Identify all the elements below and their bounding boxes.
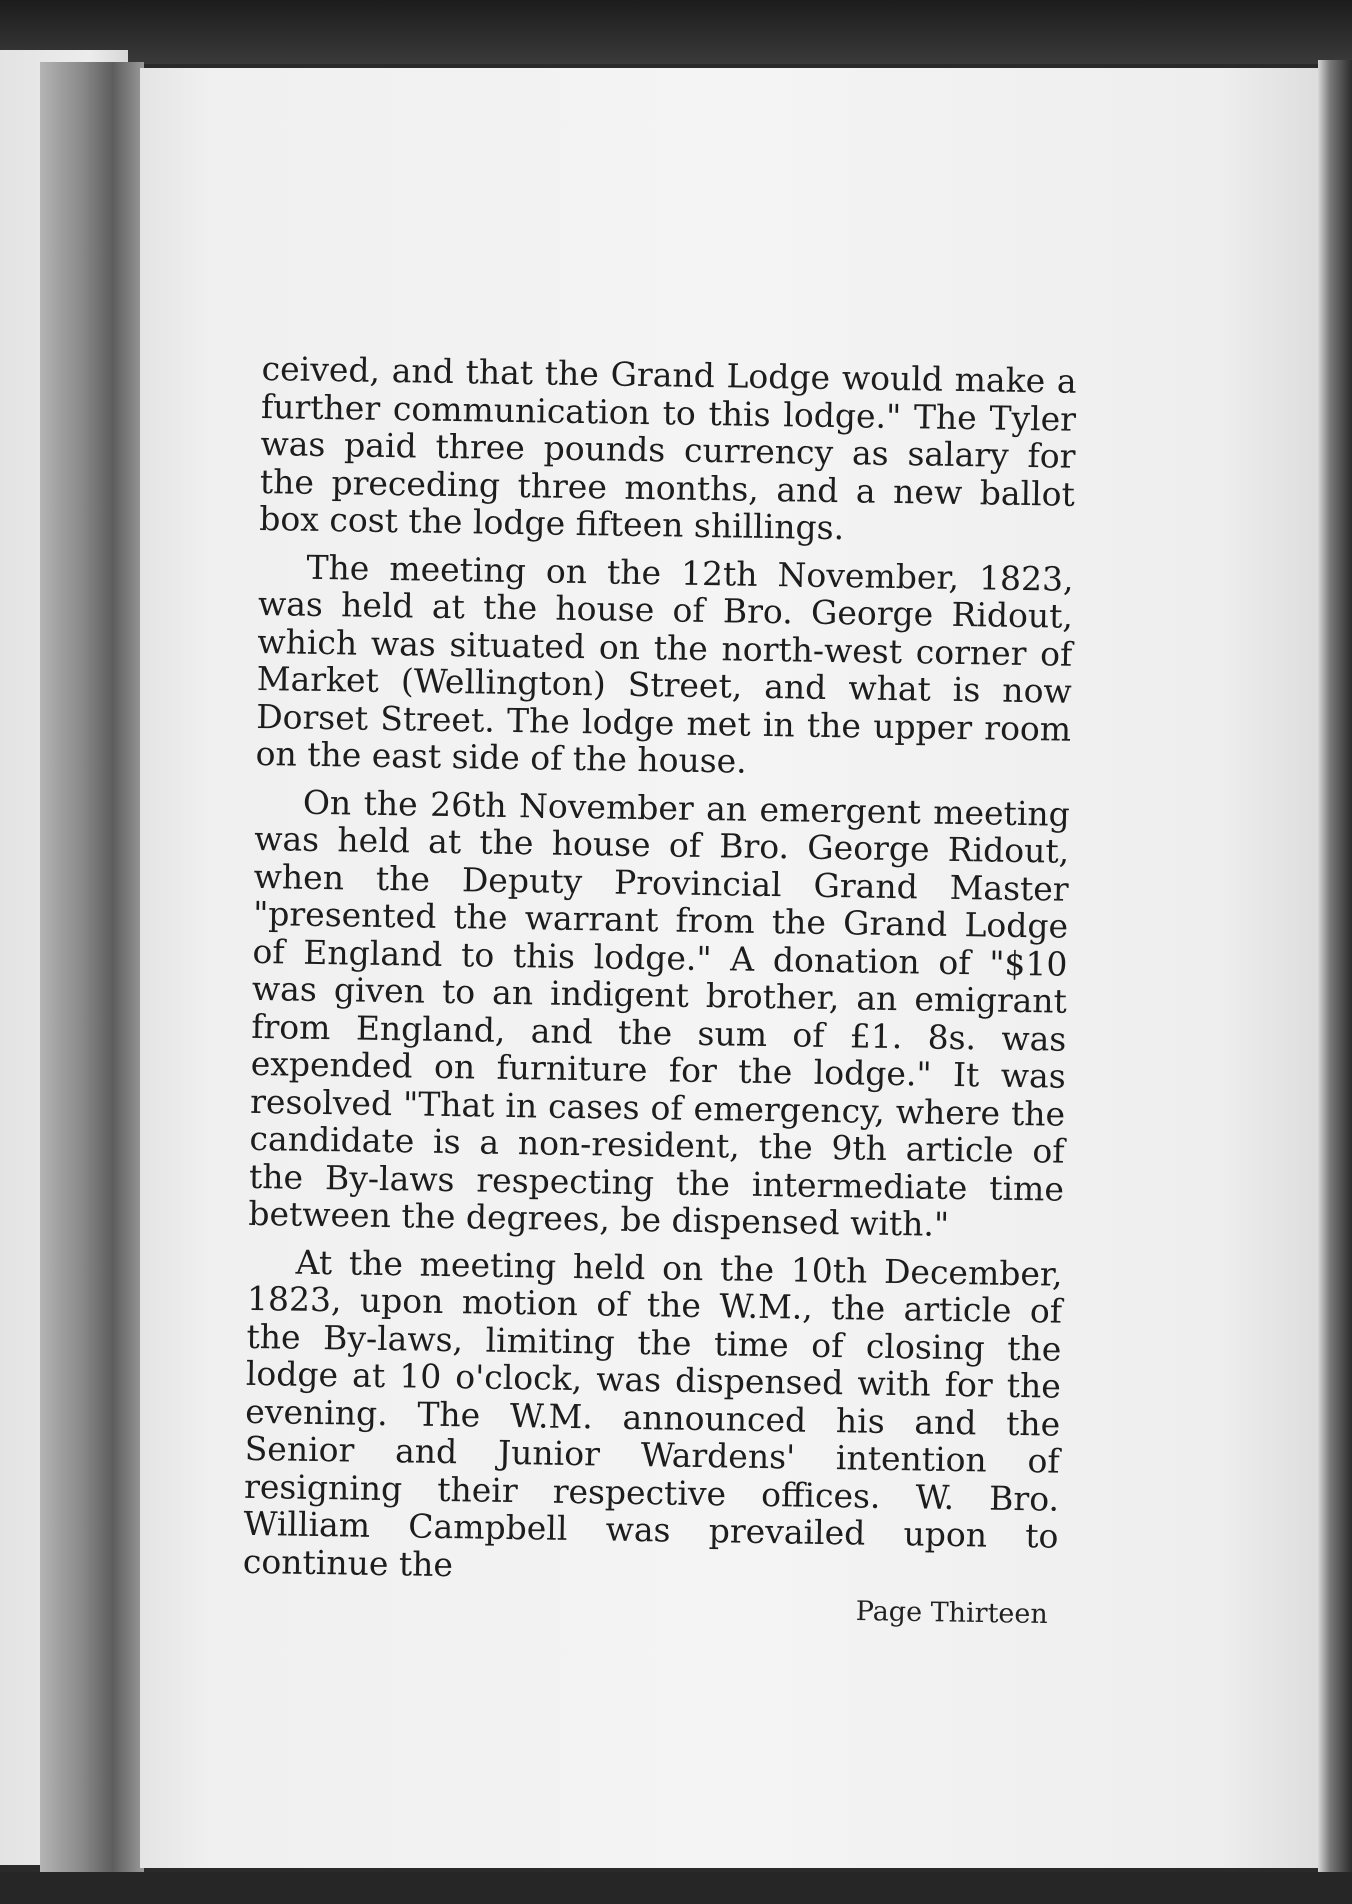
scan-top-border	[0, 0, 1352, 64]
body-text	[243, 350, 1077, 1603]
scan-bottom-border	[0, 1872, 1352, 1904]
paragraph-2: The meeting on the 12th November, 1823, was held at the house of Bro. George Ridout, which was situated on the north-west corner of Market (Wellington) Street, and what is now Dorset Street. The lodge met in the upper room on the east side of the house.	[255, 547, 1074, 781]
paragraph-3: On the 26th November an emergent meeting was held at the house of Bro. George Ridout, when the Deputy Provincial Grand Master "presented the warrant from the Grand Lodge of England to this lodge." A donation of "$10 was given to an indigent brother, an emigrant from England, and the sum of £1. 8s. was expended on furniture for the lodge." It was resolved "That in cases of emergency, where the candidate is a non-resident, the 9th article of the By-laws respecting the intermediate time between the degrees, be dispensed with."	[248, 782, 1071, 1244]
scan-right-border	[1318, 60, 1352, 1904]
book-spine-shadow	[40, 62, 144, 1877]
paragraph-1: ceived, and that the Grand Lodge would make a further communication to this lodge." The Tyler was paid three pounds currency as salary for the preceding three months, and a new ballot box cost the lodge fifteen shillings.	[259, 349, 1077, 548]
page-number-label: Page Thirteen	[855, 1596, 1049, 1631]
paragraph-4: At the meeting held on the 10th December, 1823, upon motion of the W.M., the article of the By-laws, limiting the time of closing the lodge at 10 o'clock, was dispensed with for the evening. The W.M. announced his and the Senior and Junior Wardens' intention of resigning their respective offices. W. Bro. William Campbell was prevailed upon to continue the	[242, 1242, 1063, 1584]
